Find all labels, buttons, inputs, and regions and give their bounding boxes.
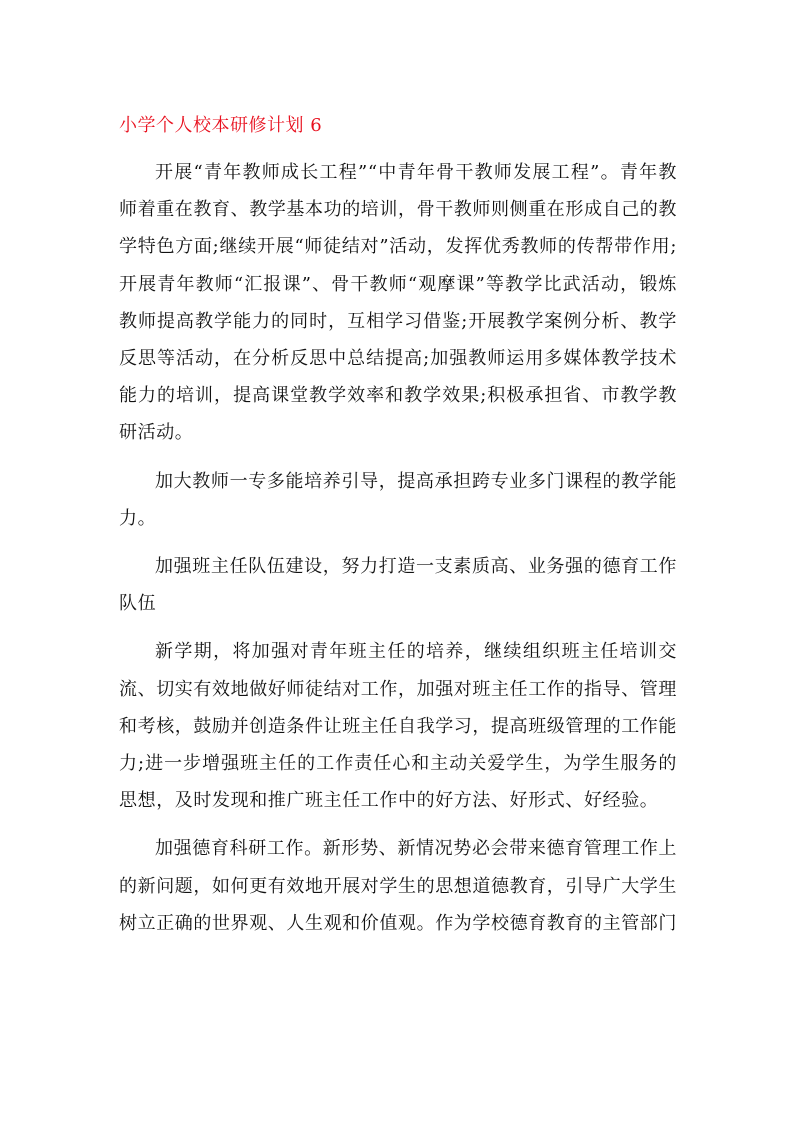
document-page [119, 112, 677, 953]
paragraph-new-semester-plan: 新学期，将加强对青年班主任的培养，继续组织班主任培训交流、切实有效地做好师徒结对工作，加强对班主任工作的指导、管理和考核，鼓励并创造条件让班主任自我学习，提高班级管理的工作能力;进一步增强班主任的工作责任心和主动关爱学生，为学生服务的思想，及时发现和推广班主任工作中的好方法、好形式、好经验。 [119, 641, 677, 812]
paragraph-multi-skill-training: 加大教师一专多能培养引导，提高承担跨专业多门课程的教学能力。 [119, 470, 677, 529]
document-title: 小学个人校本研修计划 6 [119, 115, 323, 136]
paragraph-teacher-development: 开展“青年教师成长工程”“中青年骨干教师发展工程”。青年教师着重在教育、教学基本功的培训，骨干教师则侧重在形成自己的教学特色方面;继续开展“师徒结对”活动，发挥优秀教师的传帮带作用;开展青年教师“汇报课”、骨干教师“观摩课”等教学比武活动，锻炼教师提高教学能力的同时，互相学习借鉴;开展教学案例分析、教学反思等活动，在分析反思中总结提高;加强教师运用多媒体教学技术能力的培训，提高课堂教学效率和教学效果;积极承担省、市教学教研活动。 [119, 162, 677, 444]
paragraph-head-teacher-team: 加强班主任队伍建设，努力打造一支素质高、业务强的德育工作队伍 [119, 556, 677, 615]
paragraph-moral-education-research: 加强德育科研工作。新形势、新情况势必会带来德育管理工作上的新问题，如何更有效地开展对学生的思想道德教育，引导广大学生树立正确的世界观、人生观和价值观。作为学校德育教育的主管部门 [119, 838, 677, 934]
